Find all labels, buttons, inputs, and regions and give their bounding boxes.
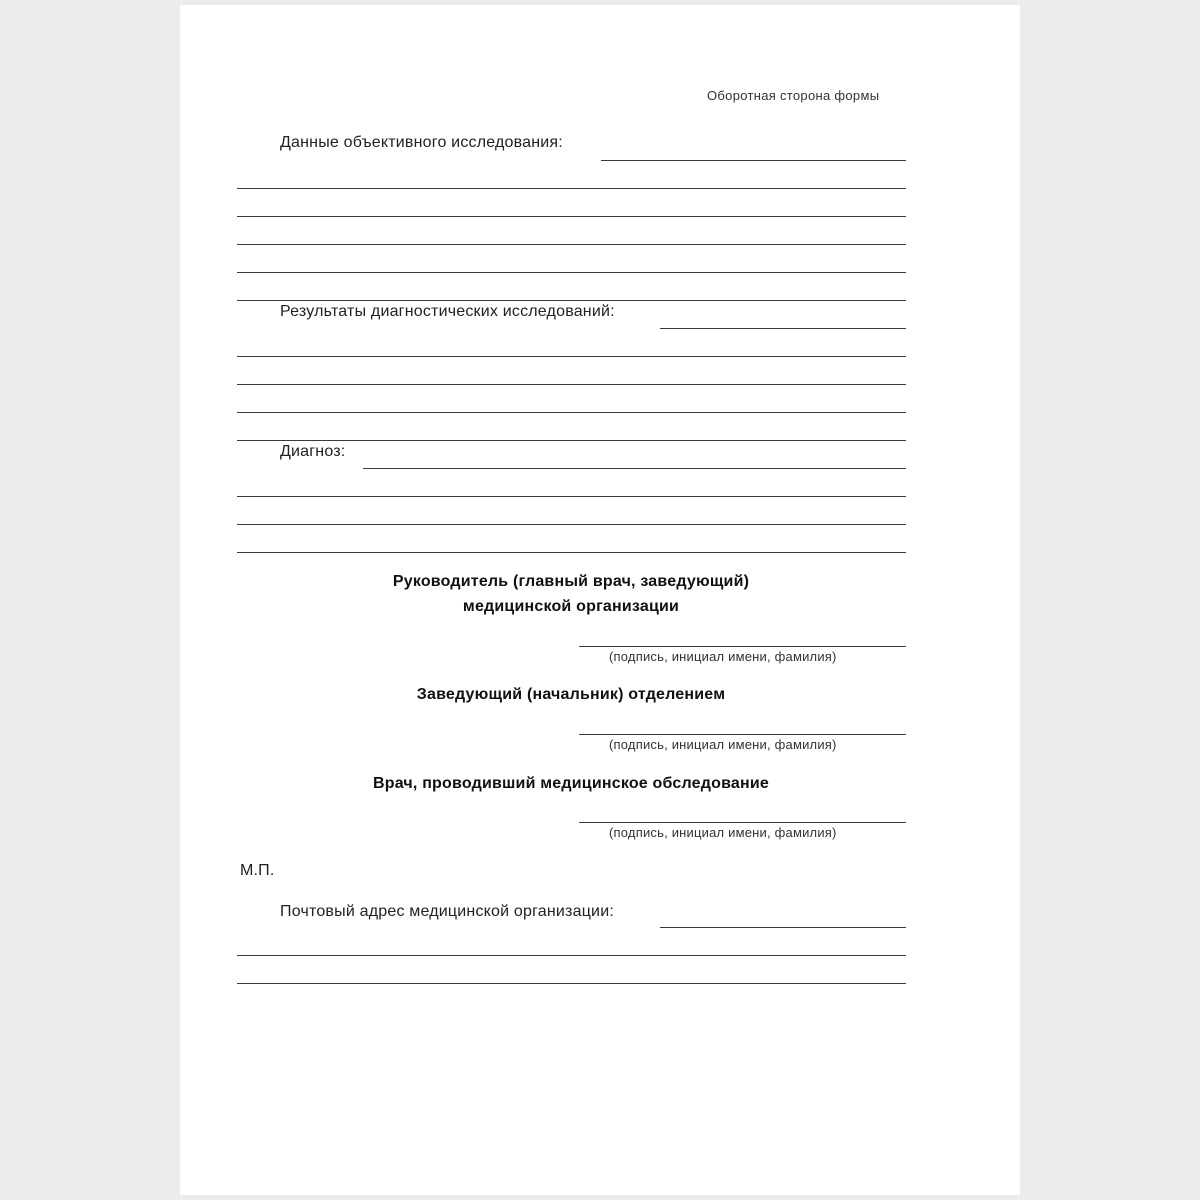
dept-head-signature-caption: (подпись, инициал имени, фамилия) <box>609 737 837 752</box>
objective-data-line[interactable] <box>237 272 906 273</box>
doctor-signature-field[interactable] <box>579 822 906 823</box>
dept-head-title: Заведующий (начальник) отделением <box>416 686 726 703</box>
objective-data-label: Данные объективного исследования: <box>280 134 563 151</box>
seal-label: М.П. <box>240 862 275 879</box>
objective-data-field[interactable] <box>601 160 906 161</box>
diagnostic-results-line[interactable] <box>237 356 906 357</box>
form-side-note: Оборотная сторона формы <box>707 88 880 103</box>
head-signature-caption: (подпись, инициал имени, фамилия) <box>609 649 837 664</box>
diagnosis-field[interactable] <box>363 468 906 469</box>
document-page <box>180 5 1020 1195</box>
diagnosis-line[interactable] <box>237 524 906 525</box>
objective-data-line[interactable] <box>237 216 906 217</box>
postal-address-label: Почтовый адрес медицинской организации: <box>280 903 614 920</box>
objective-data-line[interactable] <box>237 188 906 189</box>
postal-address-field[interactable] <box>660 927 906 928</box>
diagnostic-results-line[interactable] <box>237 412 906 413</box>
diagnosis-line[interactable] <box>237 496 906 497</box>
doctor-title: Врач, проводивший медицинское обследование <box>372 775 769 792</box>
objective-data-line[interactable] <box>237 244 906 245</box>
head-title-line2: медицинской организации <box>462 598 680 615</box>
dept-head-signature-field[interactable] <box>579 734 906 735</box>
diagnostic-results-label: Результаты диагностических исследований: <box>280 303 615 320</box>
objective-data-line[interactable] <box>237 300 906 301</box>
postal-address-line[interactable] <box>237 983 906 984</box>
head-title-line1: Руководитель (главный врач, заведующий) <box>392 573 750 590</box>
diagnostic-results-field[interactable] <box>660 328 906 329</box>
diagnosis-label: Диагноз: <box>280 443 346 460</box>
head-signature-field[interactable] <box>579 646 906 647</box>
doctor-signature-caption: (подпись, инициал имени, фамилия) <box>609 825 837 840</box>
diagnosis-line[interactable] <box>237 552 906 553</box>
diagnostic-results-line[interactable] <box>237 440 906 441</box>
postal-address-line[interactable] <box>237 955 906 956</box>
diagnostic-results-line[interactable] <box>237 384 906 385</box>
